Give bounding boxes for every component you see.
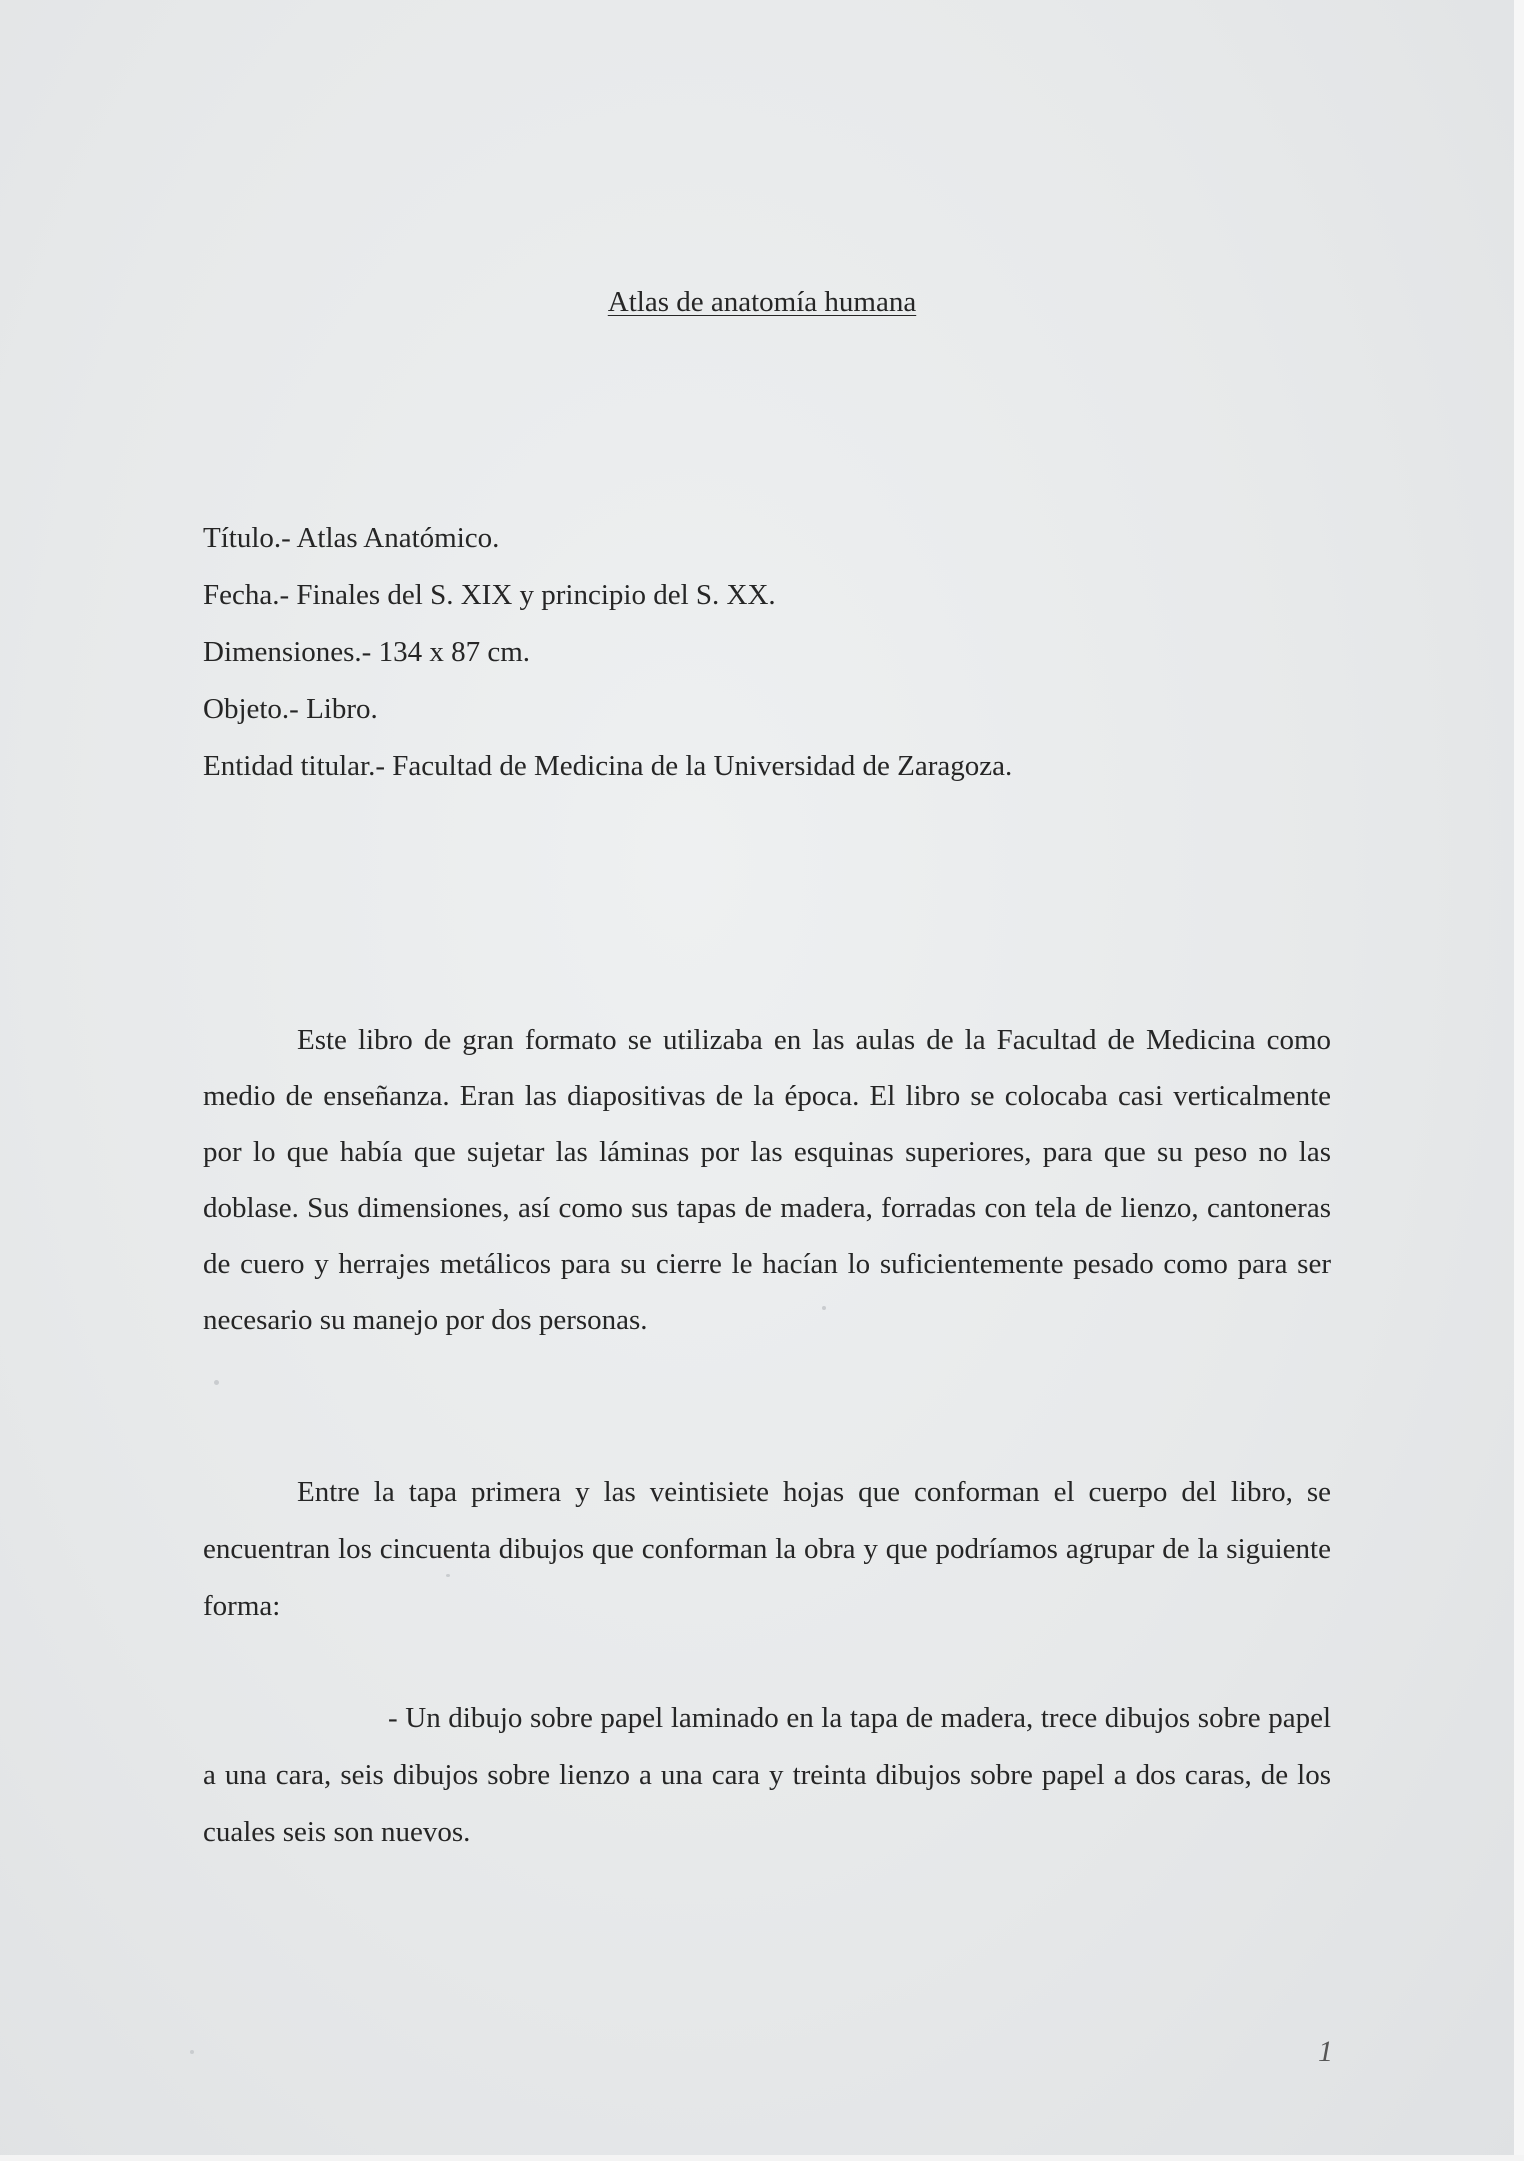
document-title: Atlas de anatomía humana xyxy=(607,286,917,318)
metadata-dimensions: Dimensiones.- 134 x 87 cm. xyxy=(203,636,531,668)
page-number: 1 xyxy=(1318,2035,1333,2068)
paragraph-list-item: - Un dibujo sobre papel laminado en la tapa de madera, trece dibujos sobre papel a una cara, seis dibujos sobre lienzo a una cara y treinta dibujos sobre papel a dos caras, de los cuales seis son nuevos. xyxy=(203,1702,1331,1848)
paragraph-contents: Entre la tapa primera y las veintisiete hojas que conforman el cuerpo del libro, se encuentran los cincuenta dibujos que conforman la obra y que podríamos agrupar de la siguiente forma: xyxy=(203,1476,1331,1622)
paper-speck xyxy=(214,1380,219,1385)
page-edge-bottom xyxy=(0,2155,1524,2161)
paper-speck xyxy=(190,2050,194,2054)
metadata-block xyxy=(203,510,1012,795)
page-edge-right xyxy=(1514,0,1524,2161)
paper-speck xyxy=(822,1306,826,1310)
metadata-owner: Entidad titular.- Facultad de Medicina de la Universidad de Zaragoza. xyxy=(203,750,1013,782)
paper-speck xyxy=(446,1574,450,1577)
metadata-date: Fecha.- Finales del S. XIX y principio del S. XX. xyxy=(203,579,776,611)
paragraph-description: Este libro de gran formato se utilizaba en las aulas de la Facultad de Medicina como medio de enseñanza. Eran las diapositivas de la época. El libro se colocaba casi verticalmente por lo que había que sujetar las láminas por las esquinas superiores, para que su peso no las doblase. Sus dimensiones, así como sus tapas de madera, forradas con tela de lienzo, cantoneras de cuero y herrajes metálicos para su cierre le hacían lo suficientemente pesado como para ser necesario su manejo por dos personas. xyxy=(203,1024,1331,1336)
metadata-object: Objeto.- Libro. xyxy=(203,693,378,725)
metadata-title: Título.- Atlas Anatómico. xyxy=(203,522,500,554)
